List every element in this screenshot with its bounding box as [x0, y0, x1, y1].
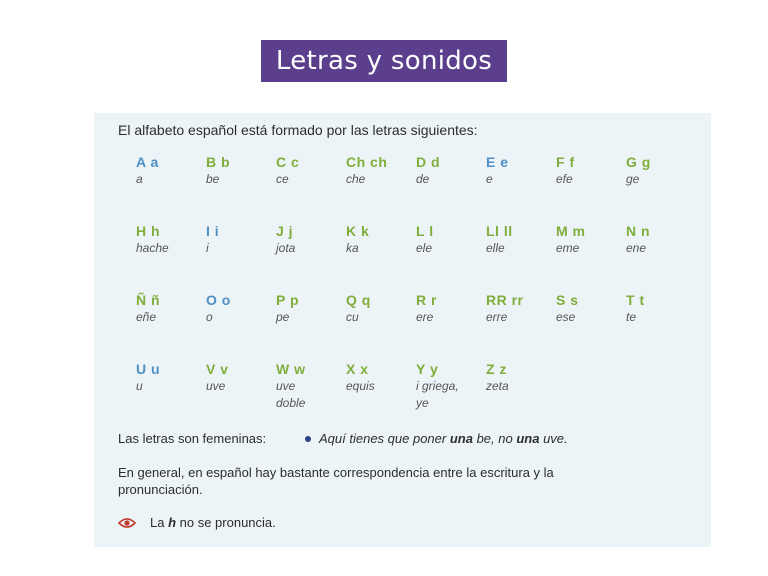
letter-card — [276, 222, 346, 291]
intro-text: El alfabeto español está formado por las letras siguientes: — [118, 122, 478, 138]
letter-glyphs: RR rr — [486, 292, 524, 308]
letter-card — [346, 222, 416, 291]
letter-glyphs: W w — [276, 361, 306, 377]
letter-glyphs: R r — [416, 292, 437, 308]
letter-glyphs: A a — [136, 154, 159, 170]
letter-glyphs: H h — [136, 223, 161, 239]
feminine-example-text: Aquí tienes que poner una be, no una uve. — [319, 431, 568, 446]
letter-name: te — [626, 310, 637, 324]
letter-glyphs: P p — [276, 292, 300, 308]
letter-name: ka — [346, 241, 359, 255]
letter-card — [346, 291, 416, 360]
letter-name: o — [206, 310, 213, 324]
h-silent-text: La h no se pronuncia. — [150, 515, 276, 530]
letter-name: jota — [276, 241, 296, 255]
letter-glyphs: K k — [346, 223, 370, 239]
letter-glyphs: Ch ch — [346, 154, 388, 170]
letter-name: ce — [276, 172, 289, 186]
letter-card — [416, 153, 486, 222]
letter-name: uve doble — [276, 379, 306, 410]
letter-card — [416, 291, 486, 360]
letter-card — [206, 222, 276, 291]
letter-glyphs: I i — [206, 223, 220, 239]
letter-card — [626, 291, 696, 360]
letter-name: pe — [276, 310, 290, 324]
page-title: Letras y sonidos — [261, 40, 507, 82]
letter-card — [136, 360, 206, 429]
alphabet-grid — [136, 153, 696, 429]
letter-glyphs: Y y — [416, 361, 439, 377]
letter-name: equis — [346, 379, 375, 393]
letter-name: u — [136, 379, 143, 393]
letter-name: elle — [486, 241, 505, 255]
letter-glyphs: T t — [626, 292, 645, 308]
letter-name: ene — [626, 241, 647, 255]
eye-icon — [118, 517, 136, 529]
letter-card — [626, 222, 696, 291]
letter-card — [136, 291, 206, 360]
letter-name: cu — [346, 310, 359, 324]
letter-glyphs: M m — [556, 223, 586, 239]
letter-glyphs: J j — [276, 223, 294, 239]
letter-card — [206, 360, 276, 429]
letter-name: be — [206, 172, 220, 186]
letter-glyphs: N n — [626, 223, 651, 239]
letter-glyphs: G g — [626, 154, 651, 170]
letter-glyphs: E e — [486, 154, 509, 170]
feminine-label: Las letras son femeninas: — [118, 431, 267, 446]
letter-card — [556, 291, 626, 360]
letter-glyphs: C c — [276, 154, 300, 170]
letter-card — [416, 222, 486, 291]
letter-name: eñe — [136, 310, 157, 324]
letter-card — [556, 222, 626, 291]
letter-name: ere — [416, 310, 434, 324]
alphabet-panel — [94, 113, 711, 547]
letter-glyphs: Q q — [346, 292, 371, 308]
letter-card — [486, 153, 556, 222]
letter-glyphs: V v — [206, 361, 229, 377]
feminine-example — [305, 431, 568, 446]
letter-card — [626, 153, 696, 222]
letter-name: che — [346, 172, 366, 186]
letter-name: eme — [556, 241, 580, 255]
letter-card — [556, 153, 626, 222]
letter-name: zeta — [486, 379, 509, 393]
letter-card — [346, 360, 416, 429]
letter-glyphs: F f — [556, 154, 575, 170]
letter-glyphs: O o — [206, 292, 231, 308]
letter-glyphs: Ll ll — [486, 223, 513, 239]
letter-name: ele — [416, 241, 433, 255]
letter-name: erre — [486, 310, 508, 324]
letter-card — [276, 291, 346, 360]
letter-name: hache — [136, 241, 169, 255]
letter-name: efe — [556, 172, 573, 186]
letter-card — [346, 153, 416, 222]
letter-card — [276, 360, 346, 429]
general-note: En general, en español hay bastante correspondencia entre la escritura y la pronunciación. — [118, 465, 554, 497]
letter-card — [486, 360, 556, 429]
letter-card — [416, 360, 486, 429]
letter-name: i — [206, 241, 209, 255]
letter-card — [136, 153, 206, 222]
letter-glyphs: X x — [346, 361, 369, 377]
letter-card — [136, 222, 206, 291]
letter-glyphs: L l — [416, 223, 434, 239]
letter-glyphs: S s — [556, 292, 579, 308]
h-silent-note — [118, 515, 276, 530]
letter-name: i griega, ye — [416, 379, 459, 410]
letter-card — [486, 222, 556, 291]
letter-name: uve — [206, 379, 226, 393]
letter-name: e — [486, 172, 493, 186]
letter-glyphs: U u — [136, 361, 161, 377]
letter-glyphs: D d — [416, 154, 441, 170]
letter-glyphs: Ñ ñ — [136, 292, 161, 308]
letter-glyphs: Z z — [486, 361, 507, 377]
letter-glyphs: B b — [206, 154, 231, 170]
bullet-icon — [305, 436, 311, 442]
letter-card — [486, 291, 556, 360]
letter-card — [206, 153, 276, 222]
letter-name: a — [136, 172, 143, 186]
letter-name: ge — [626, 172, 640, 186]
letter-card — [206, 291, 276, 360]
letter-name: de — [416, 172, 430, 186]
letter-name: ese — [556, 310, 576, 324]
letter-card — [276, 153, 346, 222]
